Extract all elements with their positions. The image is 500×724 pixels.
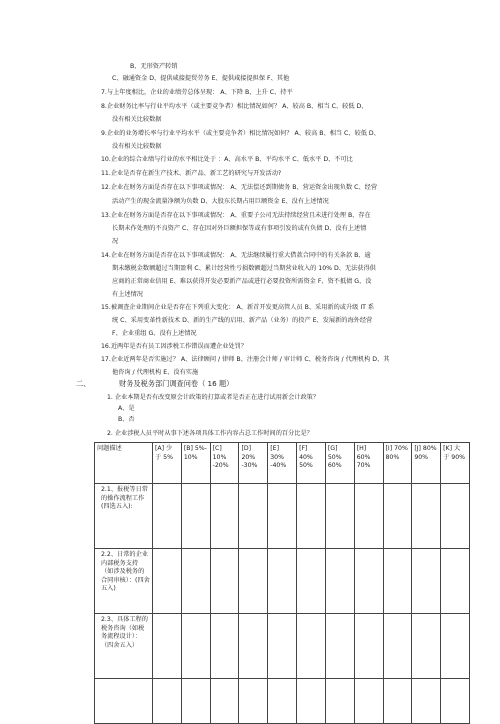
answer-cell[interactable] (153, 549, 182, 614)
text-line: 8.企业财务比率与行业平均水平（或主要竞争者）相比情况如何？ A、较高 B、相当 C、较低 D、 (101, 103, 368, 110)
answer-cell[interactable] (325, 484, 354, 549)
answer-cell[interactable] (383, 614, 412, 679)
answer-cell[interactable] (268, 679, 297, 724)
answer-cell[interactable] (239, 549, 268, 614)
answer-cell[interactable] (412, 549, 441, 614)
column-header-range: [J] 80% 90% (412, 443, 441, 484)
answer-cell[interactable] (268, 549, 297, 614)
text-line: 应商的正常商业信用 E、难以获得开发必要新产品或进行必要投资所需资金 F、资不抵债 G、没 (112, 278, 372, 285)
text-line: 10.企业的综合业绩与行业的水平相比处于 ：A、高水平 B、平均水平 C、低水平 D、不可比 (101, 156, 353, 163)
answer-cell[interactable] (153, 679, 182, 724)
answer-cell[interactable] (412, 679, 441, 724)
column-header-range: [C] 10% -20% (210, 443, 239, 484)
answer-cell[interactable] (181, 549, 210, 614)
answer-cell[interactable] (239, 614, 268, 679)
answer-cell[interactable] (412, 614, 441, 679)
answer-cell[interactable] (441, 549, 470, 614)
text-line: B、无形资产转销 (130, 63, 178, 70)
answer-cell[interactable] (297, 549, 326, 614)
answer-cell[interactable] (354, 679, 383, 724)
section-number: 二、 (76, 379, 91, 388)
text-line: 他咨询 / 代理机构 E、没有实施 (112, 369, 199, 376)
answer-cell[interactable] (210, 679, 239, 724)
table-row (95, 679, 470, 724)
column-header-range: [G] 50% 60% (325, 443, 354, 484)
time-allocation-table (94, 442, 470, 724)
text-line: 没有相关比较数据 (112, 143, 162, 150)
answer-cell[interactable] (325, 549, 354, 614)
column-header-range: [A] 少 于 5% (153, 443, 182, 484)
text-line: 16.近两年是否有员工因涉税工作错误而遭企业处罚？ (101, 343, 247, 350)
column-header-range: [B] 5%- 10% (181, 443, 210, 484)
answer-cell[interactable] (181, 614, 210, 679)
text-line: 11.企业是否存在新生产技术、新产品、新工艺的研究与开发活动? (101, 170, 282, 177)
table-row (95, 549, 470, 614)
column-header-range: [D] 20% -30% (239, 443, 268, 484)
answer-cell[interactable] (354, 484, 383, 549)
question-1-option-a: A、是 (118, 405, 135, 412)
answer-cell[interactable] (383, 679, 412, 724)
table-header-row (95, 443, 470, 484)
table-row (95, 614, 470, 679)
table-row (95, 484, 470, 549)
answer-cell[interactable] (210, 614, 239, 679)
text-line: 期未缴税金数额超过当期盈利 C、累计经营性亏损数额超过当期营业收入的 10% D、无法获得供 (112, 265, 376, 272)
answer-cell[interactable] (297, 614, 326, 679)
question-2-text: 2. 企业涉税人员平时从事下述各项具体工作内容占总工作时间的百分比是？ (107, 430, 313, 437)
answer-cell[interactable] (412, 484, 441, 549)
text-line: 7.与上年度相比，企业的业绩劳总体呈现： A、下降 B、上升 C、持平 (101, 89, 293, 96)
answer-cell[interactable] (210, 484, 239, 549)
answer-cell[interactable] (383, 484, 412, 549)
column-header-range: [K] 大 于 90% (441, 443, 470, 484)
column-header-range: [E] 30% -40% (268, 443, 297, 484)
answer-cell[interactable] (325, 614, 354, 679)
row-label (95, 679, 153, 724)
text-line: 12.企业在财务方面是否存在以下事项或情况： A、无法偿还到期债务 B、营运资金出现负数 C、经营 (101, 184, 378, 191)
text-line: 有上述情况 (112, 291, 143, 298)
section-title: 财务及税务部门调查问卷（ 16 题） (119, 379, 234, 388)
question-1-option-b: B、否 (118, 416, 135, 423)
text-line: 长期未作处理的不良资产 C、存在因对外巨额担保等或有事项引发的或有负债 D、没有上述情 (112, 225, 367, 232)
column-header-range: [H] 60% 70% (354, 443, 383, 484)
answer-cell[interactable] (181, 484, 210, 549)
answer-cell[interactable] (441, 484, 470, 549)
column-header-description: 问题描述 (95, 443, 153, 484)
text-line: 统 C、采用变革性新技术 D、新的生产线的启用、新产品（业务）的投产 E、发展新的海外经营 (112, 317, 373, 324)
row-label: 2.2、日常的企业内部税务支持（如涉及税务的合同审核）：(四舍五入) (95, 549, 153, 614)
text-line: 9.企业的业务增长率与行业平均水平（或主要竞争者）相比情况如何？ A、较高 B、相当 C、较低 D、 (101, 130, 380, 137)
text-line: 没有相关比较数据 (112, 116, 162, 123)
column-header-range: [F] 40% 50% (297, 443, 326, 484)
column-header-range: [I] 70% 80% (383, 443, 412, 484)
answer-cell[interactable] (239, 484, 268, 549)
text-line: 14.企业在财务方面是否存在以下事项或情况： A、无法继续履行重大借款合同中的有关条款 B、逾 (101, 252, 371, 259)
answer-cell[interactable] (354, 549, 383, 614)
answer-cell[interactable] (441, 614, 470, 679)
answer-cell[interactable] (297, 484, 326, 549)
answer-cell[interactable] (153, 614, 182, 679)
text-line: C、融通资金 D、提供咸接提贸劳务 E、提供咸接提担保 F、其他 (112, 75, 290, 82)
text-line: 15.被调查企业期间企业是否存在下列重大变化： A、新首开发更高管人员 B、采用新的或升级 IT 系 (101, 304, 375, 311)
text-line: F、企业重组 G、没有上述情况 (112, 330, 197, 337)
answer-cell[interactable] (441, 679, 470, 724)
text-line: 17.企业近两年是否实施过？ A、法律顾问 / 律师 B、注册会计师 / 审计师 C、税务咨询 / 代理机构 D、其 (101, 356, 390, 363)
row-label: 2.3、具体工程的税务咨询（如税务流程设计）：（四舍五入） (95, 614, 153, 679)
answer-cell[interactable] (268, 484, 297, 549)
answer-cell[interactable] (297, 679, 326, 724)
answer-cell[interactable] (268, 614, 297, 679)
row-label: 2.1、报税等日常的操作流程工作(四选五入): (95, 484, 153, 549)
text-line: 13.企业在财务方面是否存在以下事项或情况： A、重要子公司无法持续经营且未进行处理 B、存在 (101, 212, 371, 219)
text-line: 况 (112, 238, 119, 245)
answer-cell[interactable] (181, 679, 210, 724)
question-1-text: 1. 企业本期是否有改变原会计政策的打算或者是否正在进行试用新会计政策？ (107, 394, 320, 401)
answer-cell[interactable] (325, 679, 354, 724)
answer-cell[interactable] (383, 549, 412, 614)
answer-cell[interactable] (153, 484, 182, 549)
answer-cell[interactable] (354, 614, 383, 679)
answer-cell[interactable] (210, 549, 239, 614)
answer-cell[interactable] (239, 679, 268, 724)
text-line: 活动产生的现金流量净额为负数 D、大股东长期占用巨额资金 E、没有上述情况 (112, 198, 329, 205)
